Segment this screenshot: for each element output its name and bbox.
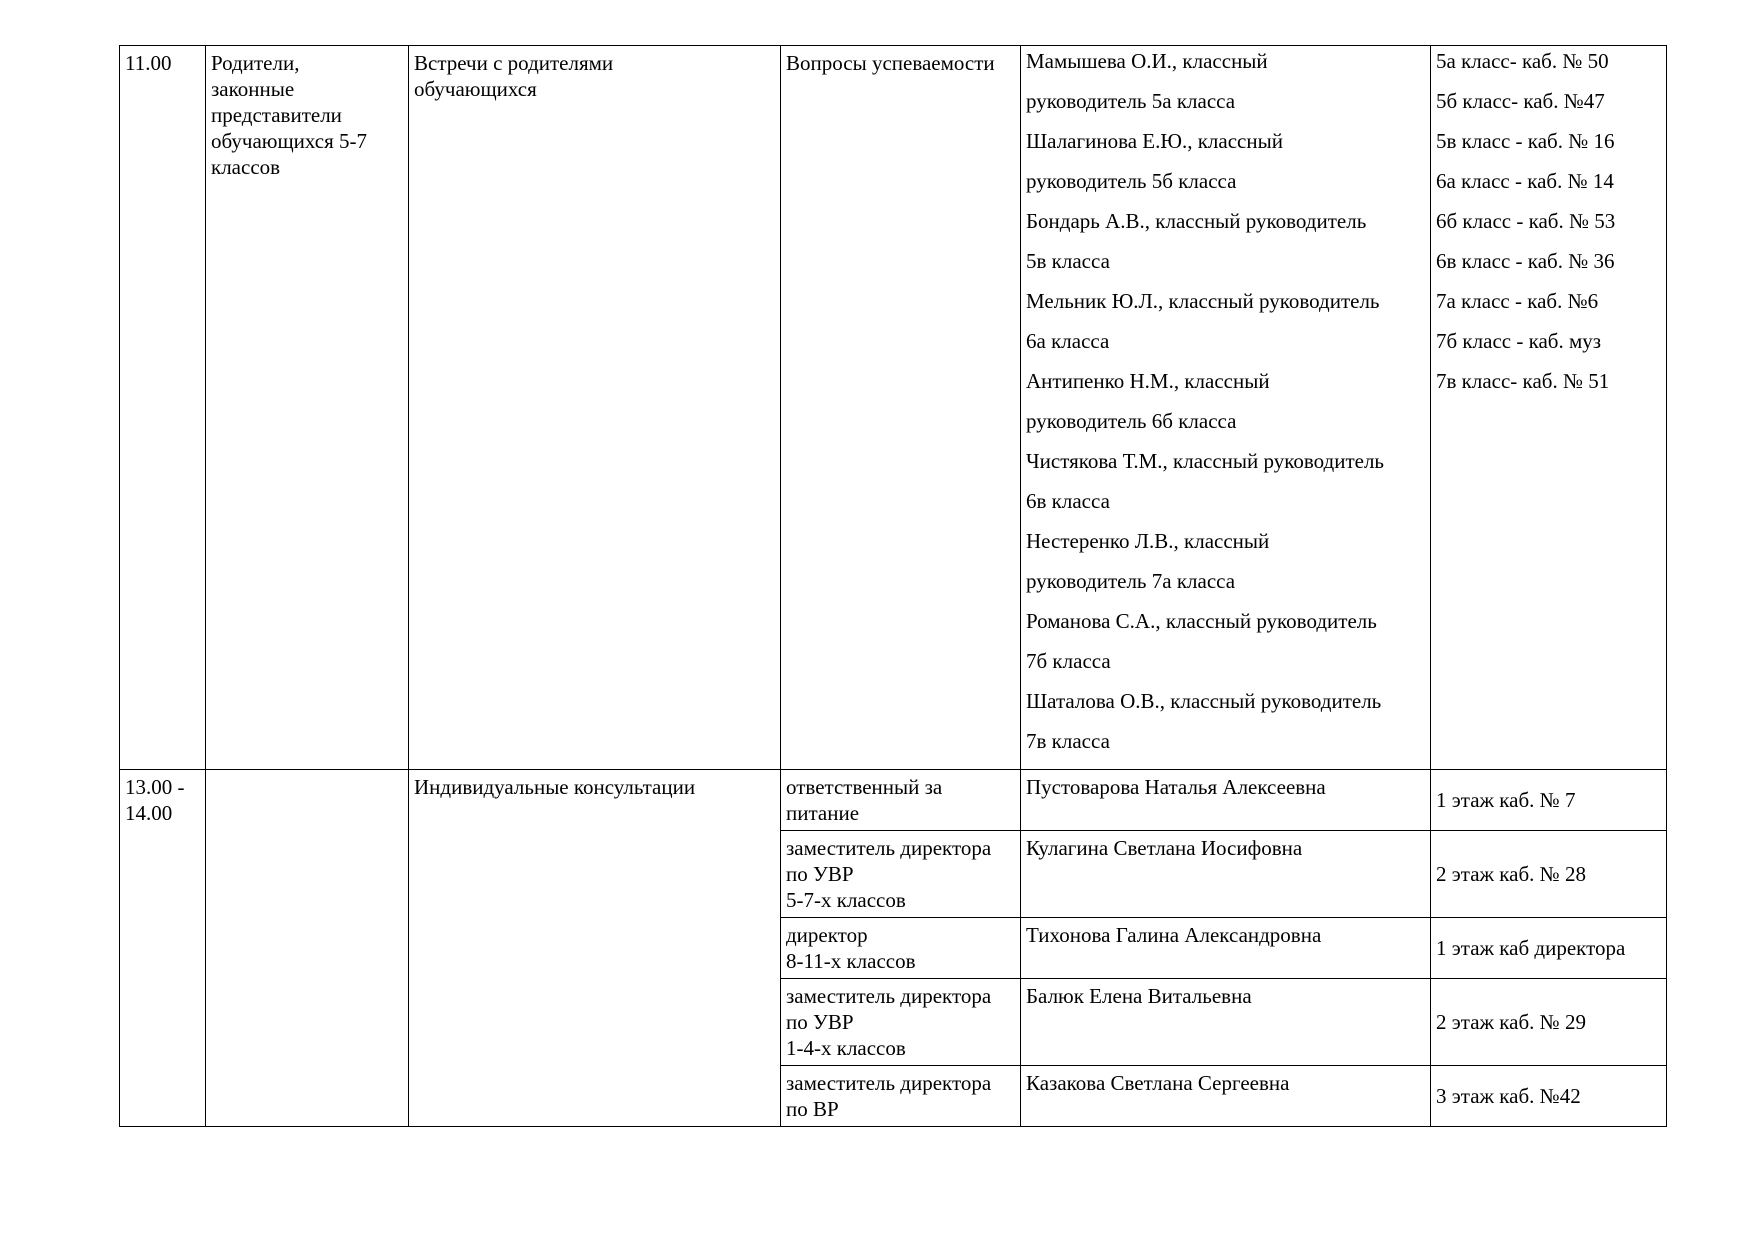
role-cell: [781, 1066, 1021, 1127]
time-text: 11.00: [125, 51, 172, 75]
staff-line: 7б класса: [1026, 649, 1111, 673]
role-line: питание: [786, 801, 860, 825]
time-cell: [120, 46, 206, 770]
event-cell: [409, 770, 781, 1127]
role-line: директор: [786, 923, 868, 947]
audience-line: Родители,: [211, 51, 300, 75]
staff-line: руководитель 6б класса: [1026, 409, 1237, 433]
name-cell: [1021, 770, 1431, 831]
role-line: по УВР: [786, 862, 854, 886]
role-line: заместитель директора: [786, 836, 992, 860]
staff-line: Мамышева О.И., классный: [1026, 49, 1268, 73]
room-line: 6а класс - каб. № 14: [1436, 169, 1614, 193]
location-text: 2 этаж каб. № 28: [1436, 862, 1586, 886]
event-line: обучающихся: [414, 77, 537, 101]
name-cell: [1021, 831, 1431, 918]
role-line: 8-11-х классов: [786, 949, 916, 973]
staff-list: [1026, 41, 1425, 761]
topic-text: Вопросы успеваемости: [786, 51, 995, 75]
room-line: 7б класс - каб. муз: [1436, 329, 1602, 353]
audience-line: законные: [211, 77, 295, 101]
name-cell: [1021, 979, 1431, 1066]
role-line: 5-7-х классов: [786, 888, 906, 912]
staff-line: руководитель 7а класса: [1026, 569, 1236, 593]
event-line: Встречи с родителями: [414, 51, 614, 75]
staff-line: 5в класса: [1026, 249, 1110, 273]
staff-line: Шалагинова Е.Ю., классный: [1026, 129, 1283, 153]
audience-cell: [206, 46, 409, 770]
staff-line: Бондарь А.В., классный руководитель: [1026, 209, 1367, 233]
staff-cell: [1021, 46, 1431, 770]
staff-line: руководитель 5б класса: [1026, 169, 1237, 193]
audience-line: обучающихся 5-7: [211, 129, 367, 153]
audience-line: классов: [211, 155, 281, 179]
schedule-table: [119, 45, 1667, 1127]
room-line: 6в класс - каб. № 36: [1436, 249, 1615, 273]
room-line: 7в класс- каб. № 51: [1436, 369, 1610, 393]
person-name: Балюк Елена Витальевна: [1026, 984, 1252, 1008]
location-cell: [1431, 831, 1667, 918]
room-line: 6б класс - каб. № 53: [1436, 209, 1616, 233]
room-line: 5б класс- каб. №47: [1436, 89, 1605, 113]
role-cell: [781, 770, 1021, 831]
time-line: 13.00 -: [125, 775, 185, 799]
name-cell: [1021, 1066, 1431, 1127]
staff-line: 7в класса: [1026, 729, 1110, 753]
table-row: [120, 770, 1667, 831]
role-line: 1-4-х классов: [786, 1036, 906, 1060]
role-cell: [781, 918, 1021, 979]
location-cell: [1431, 1066, 1667, 1127]
staff-line: Романова С.А., классный руководитель: [1026, 609, 1377, 633]
topic-cell: [781, 46, 1021, 770]
event-text: Индивидуальные консультации: [414, 775, 696, 799]
location-text: 1 этаж каб директора: [1436, 936, 1626, 960]
staff-line: Чистякова Т.М., классный руководитель: [1026, 449, 1384, 473]
role-line: заместитель директора: [786, 984, 992, 1008]
location-text: 1 этаж каб. № 7: [1436, 788, 1576, 812]
location-cell: [1431, 770, 1667, 831]
staff-line: Нестеренко Л.В., классный: [1026, 529, 1270, 553]
time-line: 14.00: [125, 801, 173, 825]
role-line: заместитель директора: [786, 1071, 992, 1095]
table-row: [120, 46, 1667, 770]
event-cell: [409, 46, 781, 770]
audience-cell: [206, 770, 409, 1127]
location-text: 3 этаж каб. №42: [1436, 1084, 1581, 1108]
room-list: [1436, 41, 1661, 401]
person-name: Тихонова Галина Александровна: [1026, 923, 1322, 947]
person-name: Пустоварова Наталья Алексеевна: [1026, 775, 1326, 799]
room-cell: [1431, 46, 1667, 770]
person-name: Казакова Светлана Сергеевна: [1026, 1071, 1290, 1095]
name-cell: [1021, 918, 1431, 979]
staff-line: руководитель 5а класса: [1026, 89, 1236, 113]
room-line: 5а класс- каб. № 50: [1436, 49, 1609, 73]
room-line: 7а класс - каб. №6: [1436, 289, 1599, 313]
location-text: 2 этаж каб. № 29: [1436, 1010, 1586, 1034]
location-cell: [1431, 918, 1667, 979]
person-name: Кулагина Светлана Иосифовна: [1026, 836, 1303, 860]
role-cell: [781, 979, 1021, 1066]
role-cell: [781, 831, 1021, 918]
staff-line: Мельник Ю.Л., классный руководитель: [1026, 289, 1380, 313]
staff-line: Антипенко Н.М., классный: [1026, 369, 1270, 393]
staff-line: Шаталова О.В., классный руководитель: [1026, 689, 1382, 713]
role-line: ответственный за: [786, 775, 943, 799]
location-cell: [1431, 979, 1667, 1066]
staff-line: 6а класса: [1026, 329, 1110, 353]
audience-line: представители: [211, 103, 342, 127]
room-line: 5в класс - каб. № 16: [1436, 129, 1615, 153]
time-cell: [120, 770, 206, 1127]
role-line: по ВР: [786, 1097, 839, 1121]
staff-line: 6в класса: [1026, 489, 1110, 513]
role-line: по УВР: [786, 1010, 854, 1034]
